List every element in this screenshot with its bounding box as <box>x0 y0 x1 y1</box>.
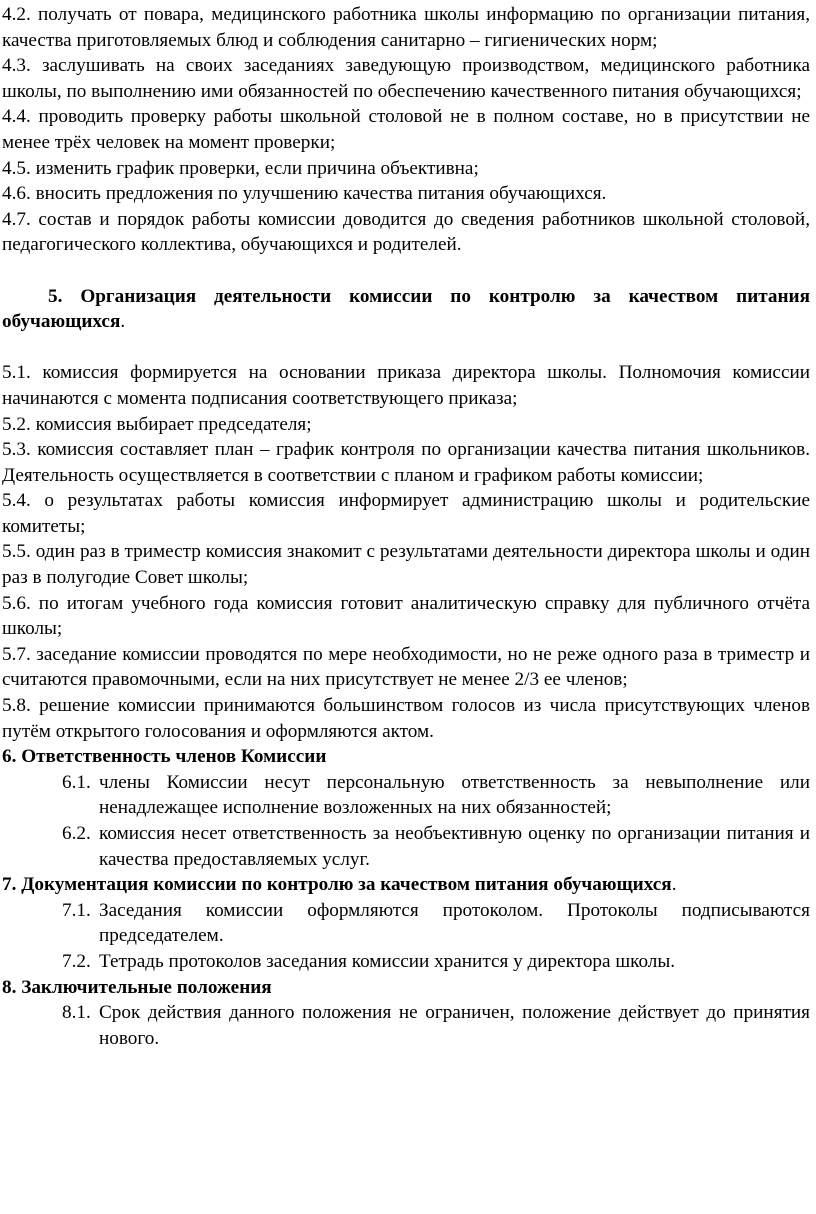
list-item-text: Заседания комиссии оформляются протоколом. Протоколы подписываются председателем. <box>99 899 810 947</box>
section-7-heading-suffix: . <box>671 874 677 896</box>
paragraph-4-3: 4.3. заслушивать на своих заседаниях заведующую производством, медицинского работника школы, по выполнению ими обязанностей по обеспечению качественного питания обучающихся; <box>2 55 810 102</box>
list-number: 8.1. <box>62 1002 91 1024</box>
paragraph-5-5: 5.5. один раз в триместр комиссия знакомит с результатами деятельности директора школы и один раз в полугодие Совет школы; <box>2 541 810 589</box>
section-4-items <box>2 0 810 258</box>
paragraph-5-7: 5.7. заседание комиссии проводятся по мере необходимости, но не реже одного раза в триместр и считаются правомочными, если на них присутствует не менее 2/3 ее членов; <box>2 643 810 691</box>
list-number: 7.2. <box>62 950 91 972</box>
list-item-text: члены Комиссии несут персональную ответственность за невыполнение или ненадлежащее исполнение возложенных на них обязанностей; <box>99 771 810 819</box>
paragraph-5-3: 5.3. комиссия составляет план – график контроля по организации качества питания школьников. Деятельность осуществляется в соответствии с планом и графиком работы комиссии; <box>2 439 810 486</box>
section-7-heading-text: 7. Документация комиссии по контролю за качеством питания обучающихся <box>2 874 672 896</box>
paragraph-4-5: 4.5. изменить график проверки, если причина объективна; <box>2 157 479 179</box>
list-item-6-2 <box>2 821 810 872</box>
list-item-7-1 <box>2 898 810 949</box>
section-7-heading <box>2 872 810 898</box>
section-5-heading <box>2 284 810 335</box>
list-item-text: комиссия несет ответственность за необъективную оценку по организации питания и качества предоставляемых услуг. <box>99 823 810 870</box>
paragraph-4-7: 4.7. состав и порядок работы комиссии доводится до сведения работников школьной столовой, педагогического коллектива, обучающихся и родителей. <box>2 208 810 256</box>
paragraph-5-1: 5.1. комиссия формируется на основании приказа директора школы. Полномочия комиссии начинаются с момента подписания соответствующего приказа; <box>2 362 810 409</box>
paragraph-4-2: 4.2. получать от повара, медицинского работника школы информацию по организации питания, качества приготовляемых блюд и соблюдения санитарно – гигиенических норм; <box>2 4 810 51</box>
list-item-7-2 <box>2 949 810 975</box>
list-item-6-1 <box>2 770 810 821</box>
list-number: 6.2. <box>62 823 91 844</box>
paragraph-5-2: 5.2. комиссия выбирает председателя; <box>2 413 312 435</box>
paragraph-5-4: 5.4. о результатах работы комиссия информирует администрацию школы и родительские комитеты; <box>2 490 810 537</box>
section-5-heading-suffix: . <box>120 311 126 333</box>
list-item-text: Срок действия данного положения не ограничен, положение действует до принятия нового. <box>99 1002 810 1049</box>
list-number: 6.1. <box>62 771 91 793</box>
section-5-items <box>2 360 810 744</box>
list-number: 7.1. <box>62 899 91 921</box>
paragraph-5-6: 5.6. по итогам учебного года комиссия готовит аналитическую справку для публичного отчёта школы; <box>2 592 810 640</box>
section-5-heading-text: 5. Организация деятельности комиссии по контролю за качеством питания обучающихся <box>2 285 810 333</box>
list-item-8-1 <box>2 1000 810 1051</box>
list-item-text: Тетрадь протоколов заседания комиссии хранится у директора школы. <box>99 950 676 972</box>
paragraph-4-6: 4.6. вносить предложения по улучшению качества питания обучающихся. <box>2 183 607 205</box>
paragraph-4-4: 4.4. проводить проверку работы школьной столовой не в полном составе, но в присутствии не менее трёх человек на момент проверки; <box>2 106 810 153</box>
section-8-heading: 8. Заключительные положения <box>2 976 272 998</box>
section-6-heading: 6. Ответственность членов Комиссии <box>2 746 327 768</box>
paragraph-5-8: 5.8. решение комиссии принимаются большинством голосов из числа присутствующих членов путём открытого голосования и оформляются актом. <box>2 695 810 742</box>
